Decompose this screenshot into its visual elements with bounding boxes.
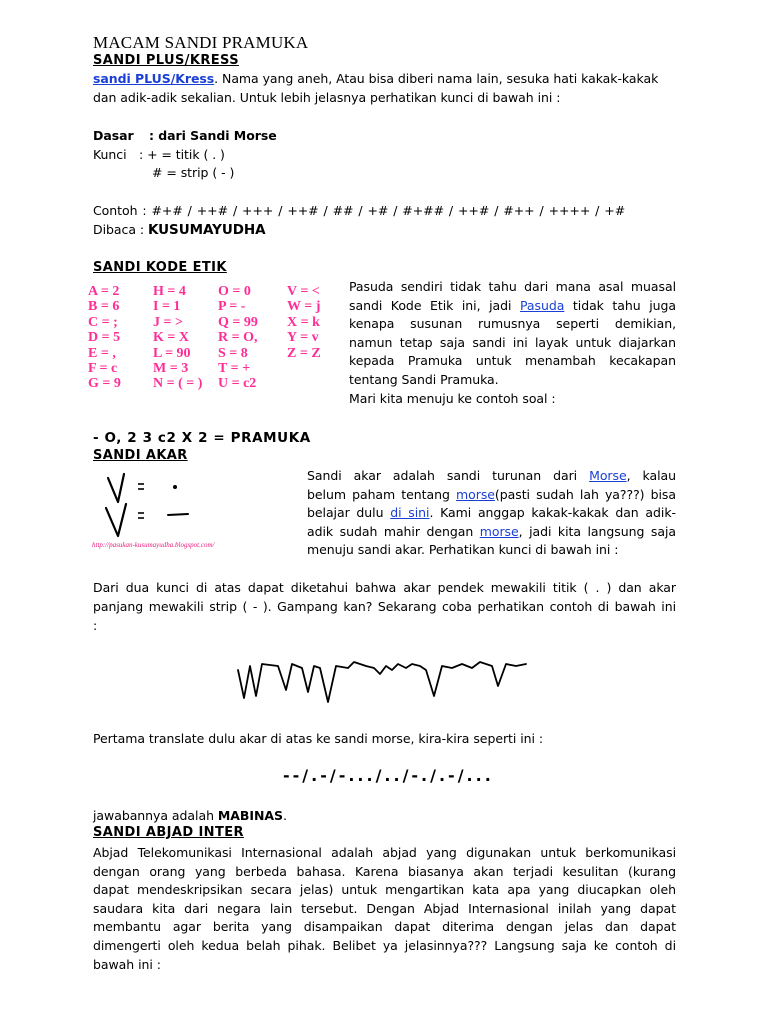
kode-etik-cell: S = 8 [218, 345, 248, 361]
page-title: MACAM SANDI PRAMUKA [93, 33, 309, 52]
kunci-value-1: : + = titik ( . ) [139, 147, 225, 162]
kode-etik-cell: F = c [88, 360, 118, 376]
kode-etik-cell: W = j [287, 299, 321, 315]
kode-etik-text: tidak tahu juga [564, 297, 676, 313]
heading-sandi-kode-etik: SANDI KODE ETIK [93, 260, 227, 275]
dibaca-label: Dibaca : [93, 222, 148, 237]
link-sandi-plus-kress[interactable]: sandi PLUS/Kress [93, 71, 215, 86]
akar-text: Sandi akar adalah sandi turunan dari [307, 468, 590, 483]
kode-etik-cell: K = X [153, 330, 189, 346]
kunci-line [93, 146, 225, 165]
heading-sandi-plus-kress: SANDI PLUS/KRESS [93, 53, 239, 68]
dasar-label: Dasar [93, 128, 134, 143]
kode-etik-cell: Y = v [287, 330, 319, 346]
abjad-inter-line: dimengerti oleh kedua belah pihak. Belibet ya jelasinnya??? Langsung saja ke contoh di [93, 937, 676, 953]
link-di-sini[interactable]: di sini [390, 505, 430, 521]
akar-key-drawing [90, 466, 290, 550]
contoh-line: Contoh : #+# / ++# / +++ / ++# / ## / +# / #+## / ++# / #++ / ++++ / +# [93, 203, 626, 218]
kode-etik-cell: R = O, [218, 330, 258, 346]
answer-line [93, 807, 287, 826]
akar-text: belum paham tentang [307, 486, 456, 502]
akar-paragraph [307, 467, 676, 560]
kode-etik-cell: O = 0 [218, 284, 251, 299]
image-caption: http://pasukan-kusumayudha.blogspot.com/ [92, 541, 215, 549]
kode-etik-cell: C = ; [88, 314, 118, 330]
abjad-inter-line: Abjad Telekomunikasi Internasional adalah abjad yang digunakan untuk berkomunikasi [93, 845, 676, 860]
abjad-inter-line: dapat mendeskripsikan secara jelas) untuk mengartikan kata apa yang diucapkan oleh [93, 882, 676, 898]
dasar-value: : dari Sandi Morse [149, 128, 277, 143]
abjad-inter-paragraph [93, 844, 676, 974]
dibaca-value: KUSUMAYUDHA [147, 222, 266, 238]
kode-etik-cell: H = 4 [153, 284, 186, 299]
akar-line [307, 504, 676, 523]
long-root-symbol [106, 504, 126, 536]
kode-etik-paragraph [349, 278, 676, 408]
akar-text: , kalau [626, 468, 676, 483]
kode-etik-line: namun tetap saja sandi ini layak untuk diajarkan [349, 334, 676, 350]
kode-etik-line: kepada Pramuka untuk menambah kecakapan [349, 353, 676, 369]
kode-etik-line: Pasuda sendiri tidak tahu dari mana asal muasal [349, 279, 676, 294]
answer-prefix: jawabannya adalah [93, 808, 218, 823]
link-morse-3[interactable]: morse [479, 523, 519, 539]
kode-etik-line: kenapa susunan rumusnya seperti demikian, [349, 316, 676, 332]
heading-sandi-akar: SANDI AKAR [93, 448, 188, 463]
kode-etik-row [88, 346, 347, 361]
kode-etik-cell: P = - [218, 299, 246, 315]
akar-line: menuju sandi akar. Perhatikan kunci di bawah ini : [307, 542, 619, 558]
dasar-line [93, 127, 277, 146]
translate-instruction: Pertama translate dulu akar di atas ke sandi morse, kira-kira seperti ini : [93, 731, 544, 746]
kode-etik-row [88, 315, 347, 330]
akar-explanation-line: panjang mewakili strip ( - ). Gampang kan? Sekarang coba perhatikan contoh di bawah ini [93, 599, 676, 614]
akar-example-drawing [230, 652, 540, 710]
kode-etik-cell: D = 5 [88, 330, 121, 346]
kode-etik-row [88, 284, 347, 299]
intro-paragraph [93, 70, 693, 107]
answer-suffix: . [282, 808, 287, 823]
kode-etik-cell: U = c2 [218, 376, 257, 392]
akar-text: adik sudah mahir dengan [307, 523, 480, 539]
akar-example-image [230, 652, 540, 710]
short-root-symbol [108, 474, 124, 502]
akar-explanation-line: Dari dua kunci di atas dapat diketahui bahwa akar pendek mewakili titik ( . ) dan akar [93, 580, 676, 595]
link-morse-1[interactable]: Morse [589, 468, 627, 483]
dot-symbol [173, 485, 177, 489]
kode-etik-cell: E = , [88, 345, 116, 361]
kode-etik-cell: G = 9 [88, 376, 121, 392]
kode-etik-text: sandi Kode Etik ini, jadi [349, 297, 520, 313]
kode-etik-cell: B = 6 [88, 299, 120, 315]
dash-symbol [168, 514, 188, 515]
kode-etik-cell: N = ( = ) [153, 376, 203, 392]
heading-sandi-abjad-inter: SANDI ABJAD INTER [93, 825, 244, 840]
kode-etik-row [88, 330, 347, 345]
akar-text: . Kami anggap kakak-kakak dan adik- [429, 505, 676, 521]
intro-text-line2: dan adik-adik sekalian. Untuk lebih jelasnya perhatikan kunci di bawah ini : [93, 89, 561, 105]
abjad-inter-line: saudara kita dari negara lain tersebut. Dengan Abjad Internasional inilah yang dapat [93, 900, 676, 916]
kode-etik-cell: J = > [153, 314, 183, 330]
kode-etik-row [88, 376, 347, 391]
kode-etik-cell: M = 3 [153, 360, 189, 376]
kunci-label: Kunci [93, 147, 127, 162]
abjad-inter-line: membantu agar berita yang disampaikan dapat diterima dengan jelas dan dapat [93, 919, 676, 935]
morse-translation: --/.-/-.../../-./.-/... [283, 766, 494, 785]
kode-etik-cell: A = 2 [88, 284, 120, 299]
akar-example-line [238, 662, 526, 702]
kode-etik-line: tentang Sandi Pramuka. [349, 371, 499, 387]
akar-text: , jadi kita langsung saja [518, 523, 676, 539]
dibaca-line [93, 221, 266, 240]
kode-etik-cell: X = k [287, 314, 320, 330]
kode-etik-cell: Z = Z [287, 345, 321, 361]
kode-etik-row [88, 361, 347, 376]
kunci-value-2: # = strip ( - ) [152, 165, 235, 180]
kode-etik-row [88, 299, 347, 314]
intro-text: . Nama yang aneh, Atau bisa diberi nama lain, sesuka hati kakak-kakak [214, 71, 659, 86]
kode-etik-cell: V = < [287, 284, 320, 299]
answer-value: MABINAS [217, 808, 283, 823]
akar-line [307, 486, 676, 505]
akar-text: belajar dulu [307, 505, 391, 521]
kode-etik-cell: T = + [218, 360, 251, 376]
akar-line [307, 467, 676, 486]
akar-text: (pasti sudah lah ya???) bisa [494, 486, 676, 502]
kode-etik-line: Mari kita menuju ke contoh soal : [349, 390, 556, 406]
akar-explanation-line: : [93, 618, 98, 633]
akar-key-image [90, 466, 290, 550]
kode-etik-example: - O, 2 3 c2 X 2 = PRAMUKA [93, 430, 311, 446]
link-morse-2[interactable]: morse [456, 486, 495, 502]
akar-line [307, 523, 676, 542]
kode-etik-table [88, 284, 347, 392]
akar-explanation [93, 578, 676, 635]
kode-etik-cell: L = 90 [153, 345, 191, 361]
abjad-inter-line: dengan orang yang berbeda bahasa. Karena biasanya akan terjadi kesulitan (kurang [93, 863, 676, 879]
abjad-inter-line: bawah ini : [93, 956, 161, 972]
kode-etik-line [349, 297, 676, 316]
link-pasuda[interactable]: Pasuda [519, 297, 565, 313]
kode-etik-cell: I = 1 [153, 299, 181, 315]
kode-etik-cell: Q = 99 [218, 314, 258, 330]
